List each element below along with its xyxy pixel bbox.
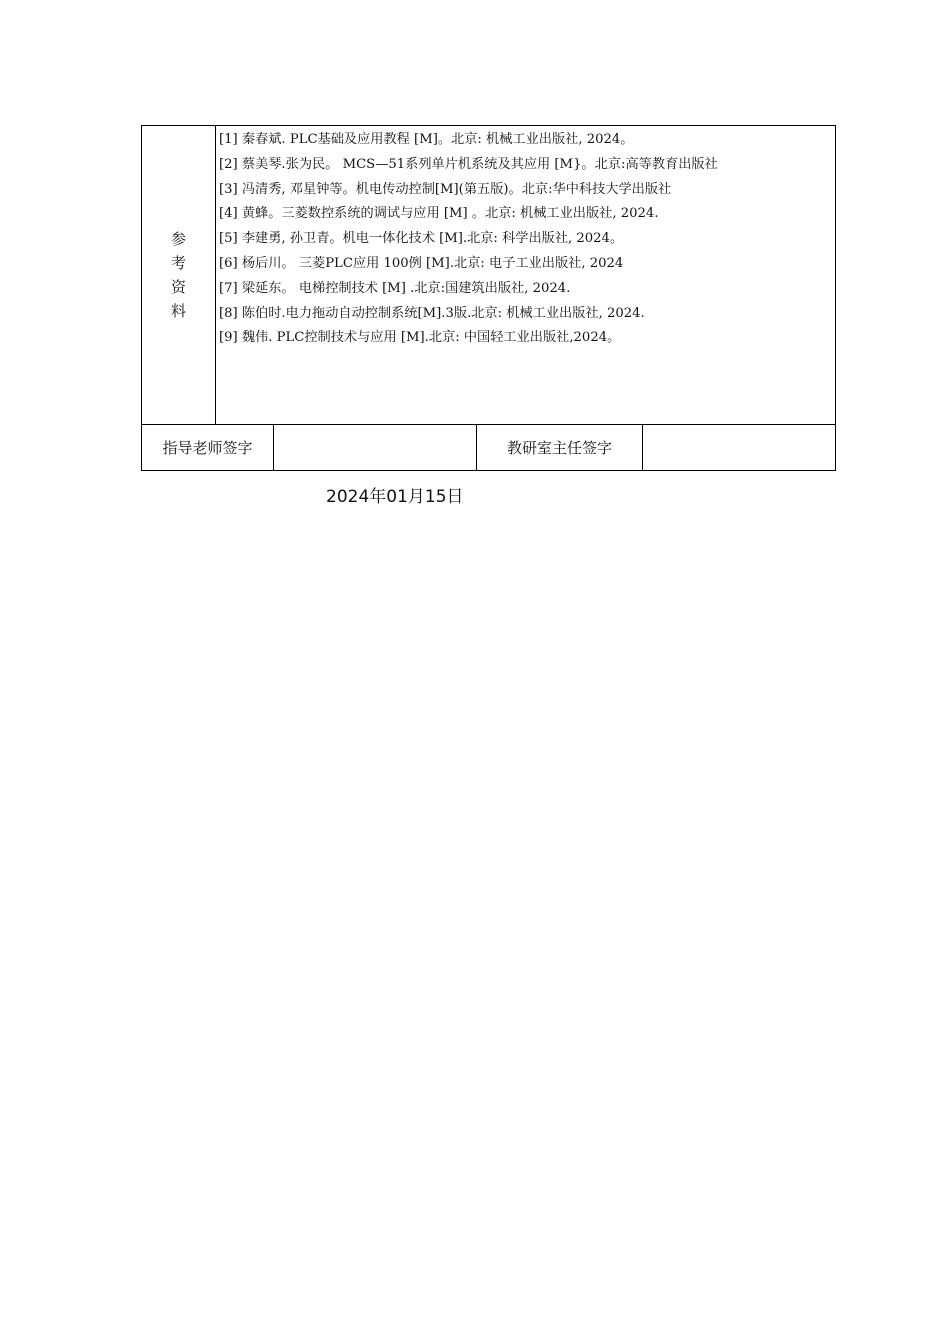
advisor-signature-label: 指导老师签字 bbox=[142, 425, 274, 471]
references-row bbox=[142, 126, 836, 425]
reference-item: [9] 魏伟. PLC控制技术与应用 [M].北京: 中国轻工业出版社,2024。 bbox=[219, 330, 621, 346]
reference-item: [3] 冯清秀, 邓星钟等。机电传动控制[M](第五版)。北京:华中科技大学出版社 bbox=[219, 181, 672, 197]
references-label-cell bbox=[142, 126, 216, 425]
reference-item: [4] 黄蜂。三菱数控系统的调试与应用 [M] 。北京: 机械工业出版社, 2024. bbox=[219, 206, 659, 222]
references-list bbox=[216, 126, 836, 425]
director-signature-field[interactable] bbox=[643, 425, 836, 471]
reference-item: [5] 李建勇, 孙卫青。机电一体化技术 [M].北京: 科学出版社, 2024。 bbox=[219, 231, 624, 247]
references-label: 参考资料 bbox=[170, 230, 186, 320]
advisor-signature-field[interactable] bbox=[274, 425, 477, 471]
reference-signature-table bbox=[141, 125, 836, 471]
document-date: 2024年01月15日 bbox=[326, 487, 464, 507]
reference-item: [8] 陈伯时.电力拖动自动控制系统[M].3版.北京: 机械工业出版社, 2024. bbox=[219, 305, 645, 321]
reference-item: [6] 杨后川。 三菱PLC应用 100例 [M].北京: 电子工业出版社, 2024 bbox=[219, 255, 624, 271]
director-signature-label: 教研室主任签字 bbox=[477, 425, 643, 471]
signature-row bbox=[142, 425, 836, 471]
reference-item: [1] 秦春斌. PLC基础及应用教程 [M]。北京: 机械工业出版社, 2024。 bbox=[219, 132, 634, 147]
reference-item: [2] 蔡美琴.张为民。 MCS—51系列单片机系统及其应用 [M}。北京:高等教育出版社 bbox=[219, 156, 718, 172]
reference-item: [7] 梁延东。 电梯控制技术 [M] .北京:国建筑出版社, 2024. bbox=[219, 280, 571, 296]
